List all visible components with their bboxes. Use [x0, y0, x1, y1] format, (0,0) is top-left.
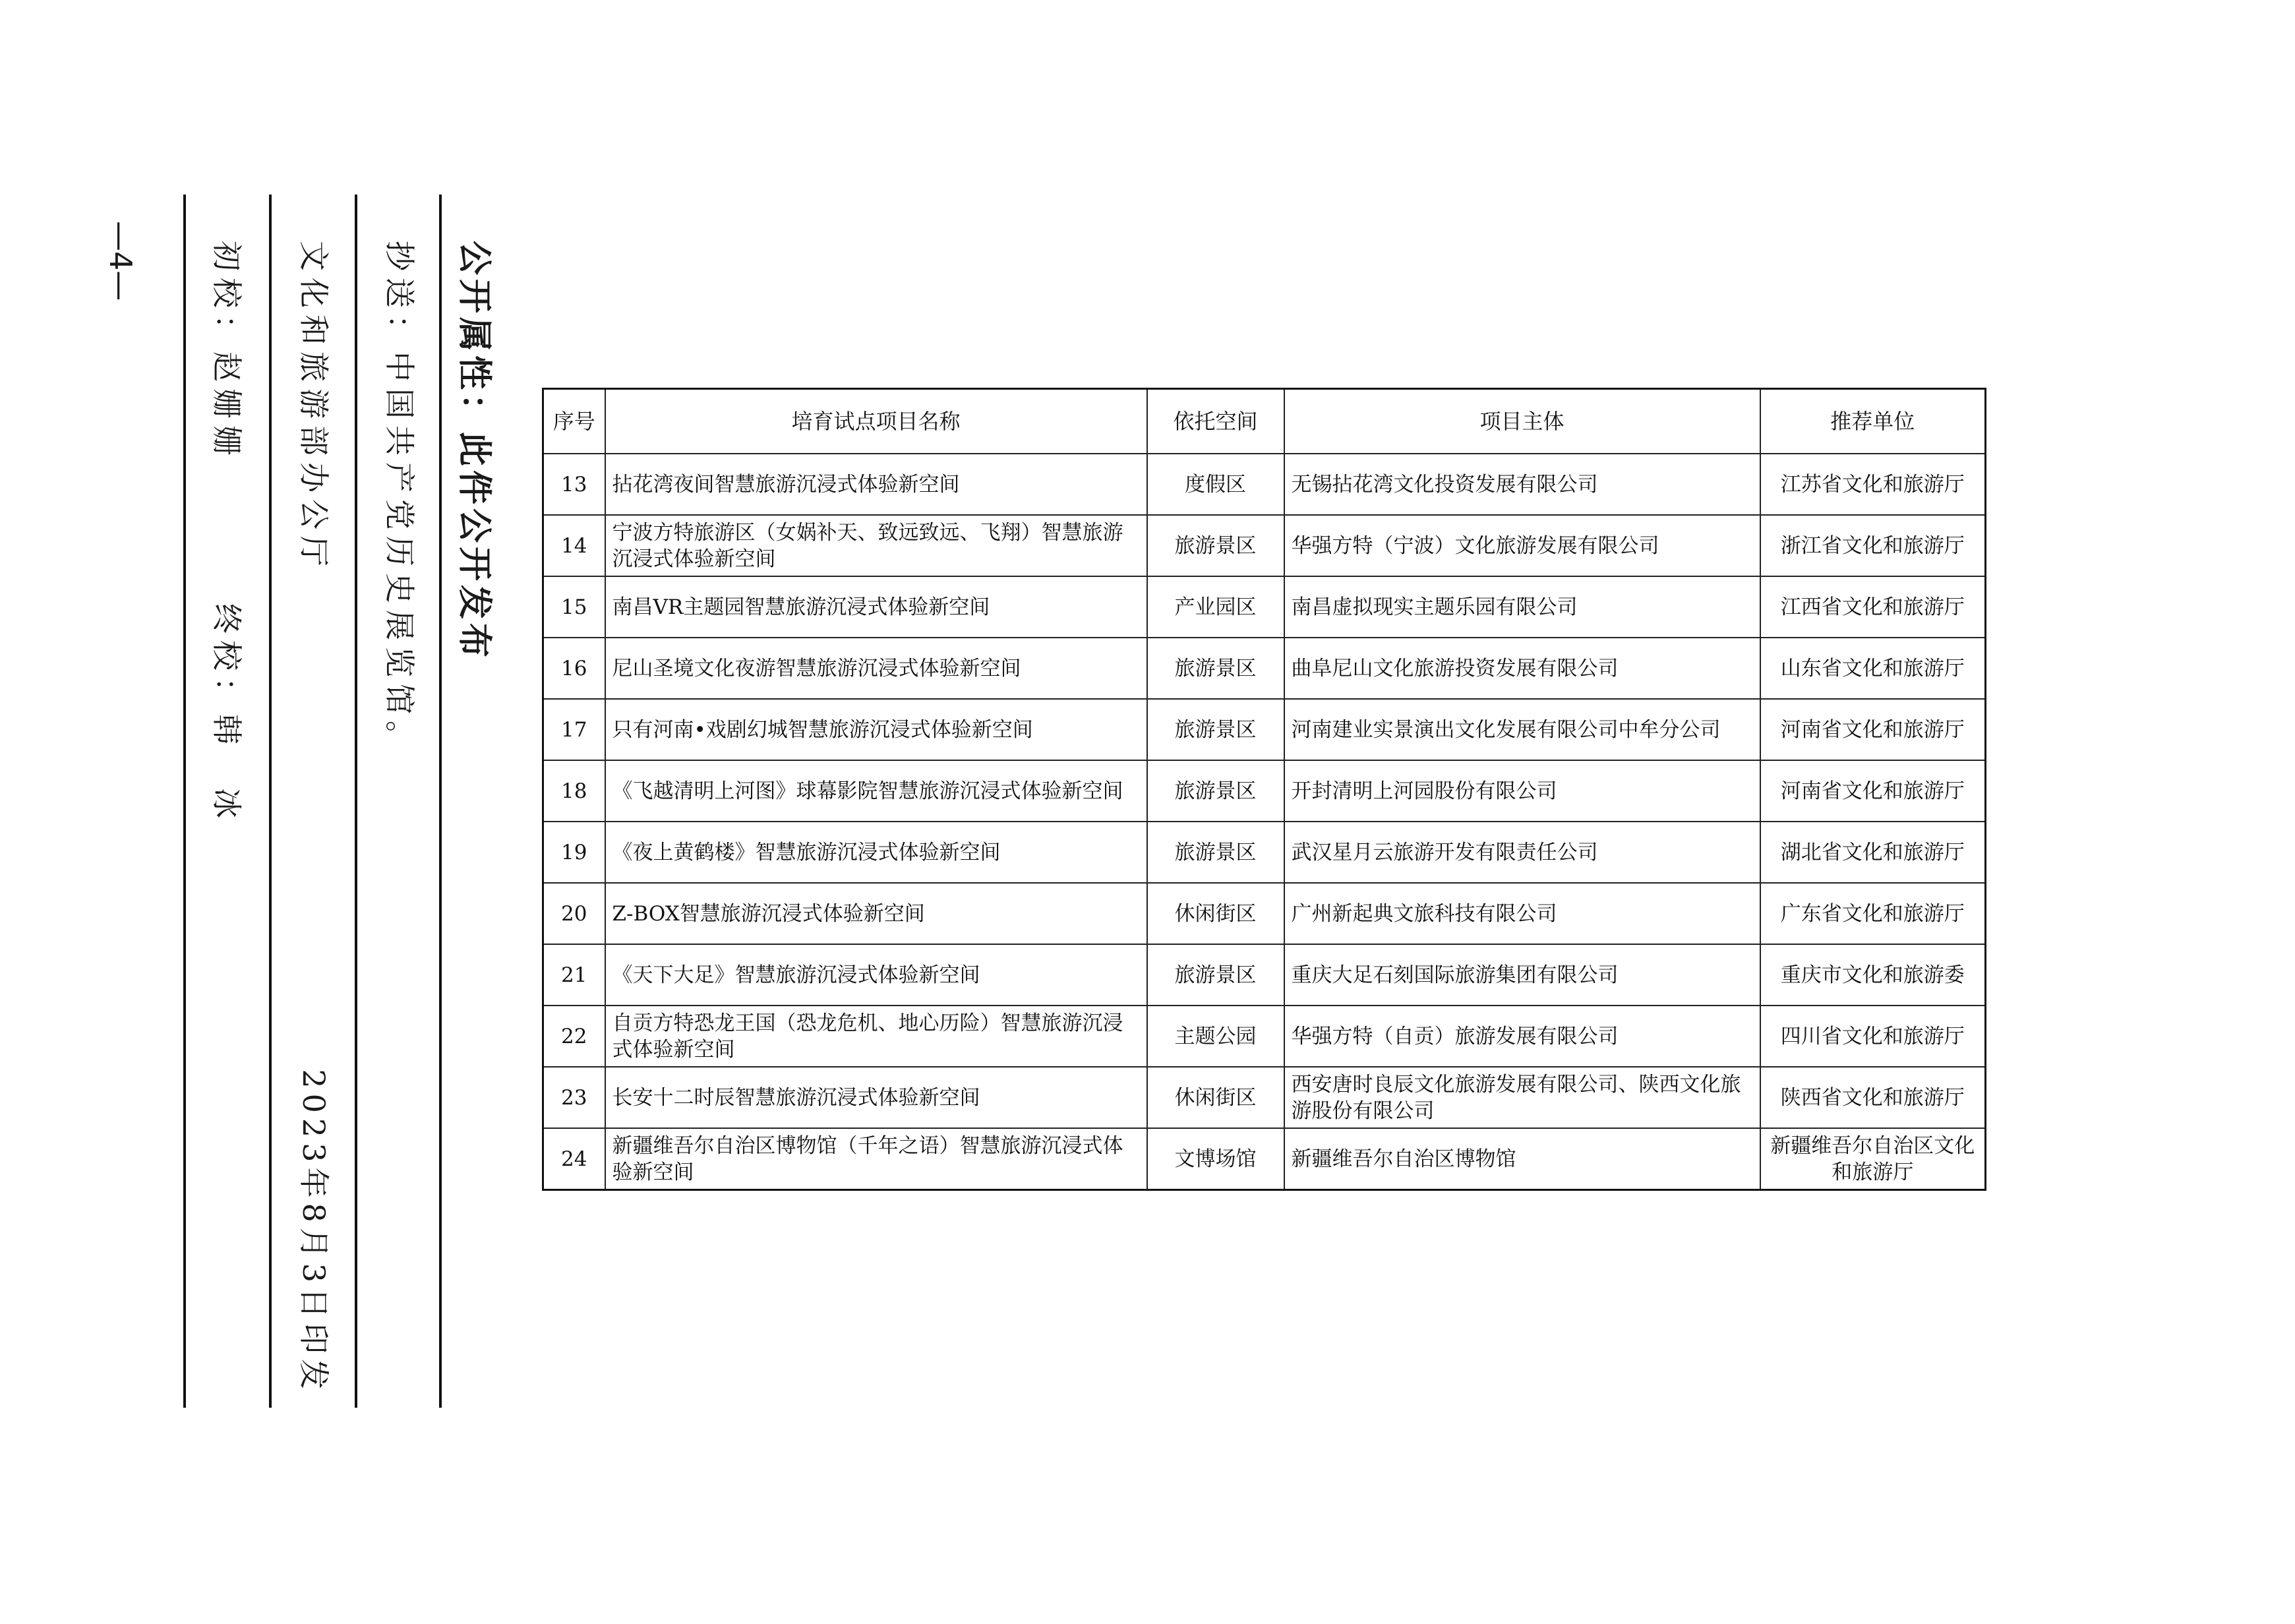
header-project-name: 培育试点项目名称	[605, 389, 1147, 454]
cell-project-name: 《天下大足》智慧旅游沉浸式体验新空间	[605, 944, 1147, 1006]
cell-recommender: 河南省文化和旅游厅	[1760, 699, 1986, 760]
header-entity: 项目主体	[1284, 389, 1760, 454]
table-row	[543, 638, 1986, 699]
table-row	[543, 760, 1986, 822]
table-row	[543, 515, 1986, 576]
cell-entity: 无锡拈花湾文化投资发展有限公司	[1284, 454, 1760, 515]
project-table-wrapper	[542, 388, 1986, 1191]
cell-index: 13	[543, 454, 605, 515]
cell-index: 14	[543, 515, 605, 576]
cell-space: 旅游景区	[1147, 944, 1284, 1006]
cell-index: 20	[543, 883, 605, 944]
table-row	[543, 576, 1986, 638]
cell-project-name: 《夜上黄鹤楼》智慧旅游沉浸式体验新空间	[605, 822, 1147, 883]
cell-index: 22	[543, 1006, 605, 1067]
divider-middle-2	[269, 195, 272, 1408]
divider-top	[439, 195, 442, 1408]
cell-space: 休闲街区	[1147, 883, 1284, 944]
cell-space: 旅游景区	[1147, 638, 1284, 699]
cell-index: 19	[543, 822, 605, 883]
cell-project-name: 自贡方特恐龙王国（恐龙危机、地心历险）智慧旅游沉浸式体验新空间	[605, 1006, 1147, 1067]
cell-index: 18	[543, 760, 605, 822]
cell-entity: 西安唐时良辰文化旅游发展有限公司、陕西文化旅游股份有限公司	[1284, 1067, 1760, 1128]
header-index: 序号	[543, 389, 605, 454]
cell-project-name: Z-BOX智慧旅游沉浸式体验新空间	[605, 883, 1147, 944]
cell-entity: 华强方特（自贡）旅游发展有限公司	[1284, 1006, 1760, 1067]
table-row	[543, 1067, 1986, 1128]
header-recommender: 推荐单位	[1760, 389, 1986, 454]
cell-recommender: 山东省文化和旅游厅	[1760, 638, 1986, 699]
table-row	[543, 1128, 1986, 1190]
divider-middle-1	[355, 195, 357, 1408]
table-header-row	[543, 389, 1986, 454]
cell-space: 旅游景区	[1147, 760, 1284, 822]
cell-recommender: 江苏省文化和旅游厅	[1760, 454, 1986, 515]
cell-entity: 广州新起典文旅科技有限公司	[1284, 883, 1760, 944]
final-proof: 终校：韩 冰	[209, 603, 245, 825]
cell-entity: 开封清明上河园股份有限公司	[1284, 760, 1760, 822]
cell-recommender: 广东省文化和旅游厅	[1760, 883, 1986, 944]
cell-space: 旅游景区	[1147, 822, 1284, 883]
cell-index: 23	[543, 1067, 605, 1128]
cell-project-name: 拈花湾夜间智慧旅游沉浸式体验新空间	[605, 454, 1147, 515]
cell-recommender: 陕西省文化和旅游厅	[1760, 1067, 1986, 1128]
cell-entity: 曲阜尼山文化旅游投资发展有限公司	[1284, 638, 1760, 699]
cell-space: 旅游景区	[1147, 515, 1284, 576]
issuer: 文化和旅游部办公厅	[296, 241, 332, 573]
cell-project-name: 《飞越清明上河图》球幕影院智慧旅游沉浸式体验新空间	[605, 760, 1147, 822]
table-row	[543, 822, 1986, 883]
cell-recommender: 四川省文化和旅游厅	[1760, 1006, 1986, 1067]
cell-index: 15	[543, 576, 605, 638]
cell-project-name: 新疆维吾尔自治区博物馆（千年之语）智慧旅游沉浸式体验新空间	[605, 1128, 1147, 1190]
cell-recommender: 浙江省文化和旅游厅	[1760, 515, 1986, 576]
cell-project-name: 长安十二时辰智慧旅游沉浸式体验新空间	[605, 1067, 1147, 1128]
table-row	[543, 699, 1986, 760]
cell-entity: 南昌虚拟现实主题乐园有限公司	[1284, 576, 1760, 638]
cell-entity: 华强方特（宁波）文化旅游发展有限公司	[1284, 515, 1760, 576]
cell-index: 24	[543, 1128, 605, 1190]
cell-index: 17	[543, 699, 605, 760]
cell-space: 产业园区	[1147, 576, 1284, 638]
cell-entity: 重庆大足石刻国际旅游集团有限公司	[1284, 944, 1760, 1006]
first-proof: 初校：赵姗姗	[209, 241, 245, 462]
issue-date: 2023年8月3日印发	[296, 1069, 332, 1395]
table-row	[543, 883, 1986, 944]
project-table	[542, 388, 1986, 1191]
cell-space: 文博场馆	[1147, 1128, 1284, 1190]
cell-space: 主题公园	[1147, 1006, 1284, 1067]
table-row	[543, 454, 1986, 515]
cell-project-name: 尼山圣境文化夜游智慧旅游沉浸式体验新空间	[605, 638, 1147, 699]
table-row	[543, 1006, 1986, 1067]
cell-space: 旅游景区	[1147, 699, 1284, 760]
cell-recommender: 重庆市文化和旅游委	[1760, 944, 1986, 1006]
cell-entity: 武汉星月云旅游开发有限责任公司	[1284, 822, 1760, 883]
cell-index: 21	[543, 944, 605, 1006]
cell-recommender: 新疆维吾尔自治区文化和旅游厅	[1760, 1128, 1986, 1190]
cell-recommender: 河南省文化和旅游厅	[1760, 760, 1986, 822]
cell-space: 度假区	[1147, 454, 1284, 515]
cell-recommender: 湖北省文化和旅游厅	[1760, 822, 1986, 883]
public-attribute: 公开属性：此件公开发布	[454, 241, 494, 662]
cell-recommender: 江西省文化和旅游厅	[1760, 576, 1986, 638]
page-number: —4—	[103, 221, 138, 301]
table-row	[543, 944, 1986, 1006]
cell-entity: 新疆维吾尔自治区博物馆	[1284, 1128, 1760, 1190]
cell-entity: 河南建业实景演出文化发展有限公司中牟分公司	[1284, 699, 1760, 760]
cell-project-name: 只有河南•戏剧幻城智慧旅游沉浸式体验新空间	[605, 699, 1147, 760]
cell-project-name: 宁波方特旅游区（女娲补天、致远致远、飞翔）智慧旅游沉浸式体验新空间	[605, 515, 1147, 576]
cc-line: 抄送：中国共产党历史展览馆。	[382, 241, 417, 758]
cell-index: 16	[543, 638, 605, 699]
cell-space: 休闲街区	[1147, 1067, 1284, 1128]
cell-project-name: 南昌VR主题园智慧旅游沉浸式体验新空间	[605, 576, 1147, 638]
header-space: 依托空间	[1147, 389, 1284, 454]
divider-bottom	[183, 195, 186, 1408]
document-footer-block	[99, 195, 508, 1408]
